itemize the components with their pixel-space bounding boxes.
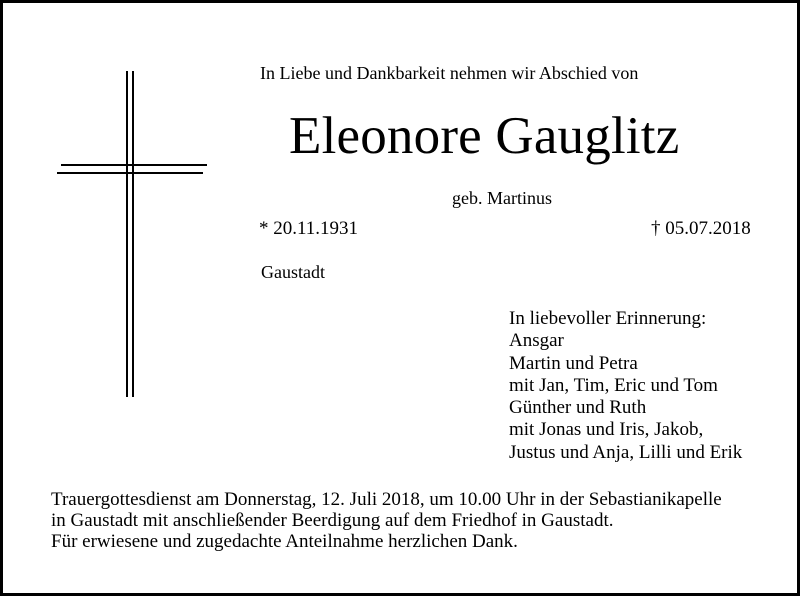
mourner-line: mit Jan, Tim, Eric und Tom bbox=[509, 374, 718, 396]
birth-name: geb. Martinus bbox=[452, 188, 552, 208]
mourner-line: Justus und Anja, Lilli und Erik bbox=[509, 441, 743, 463]
mourner-line: Ansgar bbox=[509, 330, 564, 352]
service-line: in Gaustadt mit anschließender Beerdigung auf dem Friedhof in Gaustadt. bbox=[51, 510, 614, 531]
intro-text: In Liebe und Dankbarkeit nehmen wir Abschied von bbox=[260, 63, 639, 83]
mourner-line: Günther und Ruth bbox=[509, 397, 647, 419]
mourner-line: Martin und Petra bbox=[509, 352, 638, 374]
mourners-list bbox=[509, 308, 742, 464]
birth-date: * 20.11.1931 bbox=[259, 218, 359, 239]
mourners-heading: In liebevoller Erinnerung: bbox=[509, 308, 707, 329]
cross-icon bbox=[55, 71, 215, 401]
service-info bbox=[51, 489, 722, 552]
deceased-name: Eleonore Gauglitz bbox=[289, 107, 680, 165]
residence-place: Gaustadt bbox=[261, 262, 325, 282]
death-date: † 05.07.2018 bbox=[651, 218, 751, 239]
thanks-line: Für erwiesene und zugedachte Anteilnahme herzlichen Dank. bbox=[51, 531, 518, 552]
service-line: Trauergottesdienst am Donnerstag, 12. Juli 2018, um 10.00 Uhr in der Sebastianikapelle bbox=[51, 489, 722, 510]
mourner-line: mit Jonas und Iris, Jakob, bbox=[509, 419, 704, 441]
